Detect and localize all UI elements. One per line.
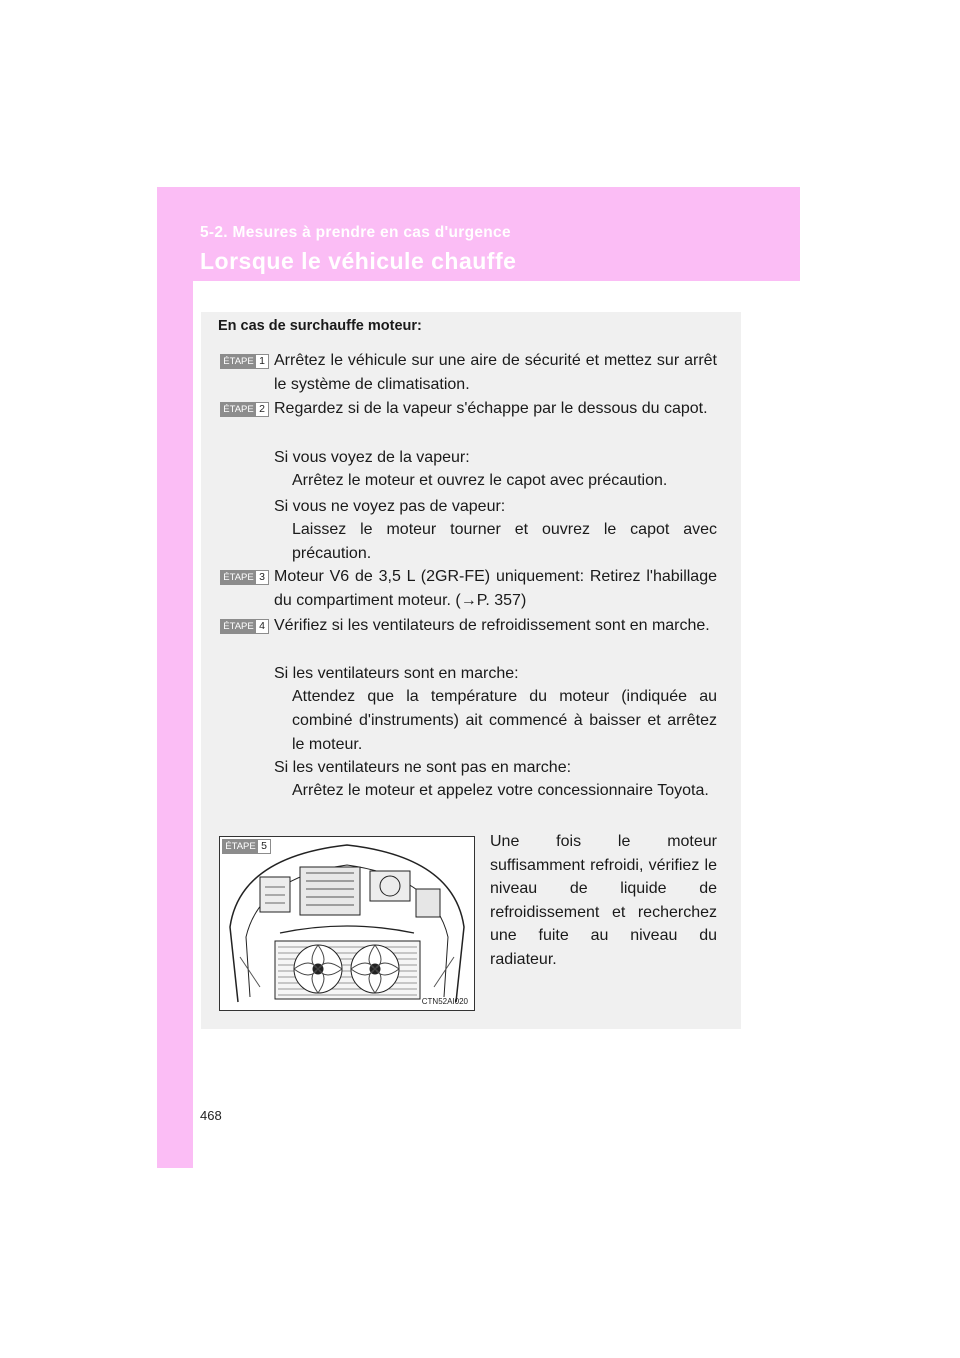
step-label: ÉTAPE bbox=[220, 402, 257, 417]
step-5-text: Une fois le moteur suffisamment refroidi, vérifiez le niveau de liquide de refroidissement et recherchez une fuite au niveau du radiateur. bbox=[490, 833, 717, 968]
step-badge-4 bbox=[220, 619, 270, 634]
step-number: 1 bbox=[256, 354, 269, 369]
step-2-case-1-action: Arrêtez le moteur et ouvrez le capot avec précaution. bbox=[292, 472, 668, 489]
step-label: ÉTAPE bbox=[222, 839, 259, 854]
step-number: 5 bbox=[258, 839, 271, 854]
illustration-code: CTN52AI020 bbox=[421, 997, 468, 1006]
step-4-case-2-condition: Si les ventilateurs ne sont pas en marche: bbox=[274, 759, 572, 776]
step-2-case-2-action: Laissez le moteur tourner et ouvrez le capot avec précaution. bbox=[292, 521, 717, 562]
intro-heading: En cas de surchauffe moteur: bbox=[218, 318, 422, 334]
step-badge-3 bbox=[220, 570, 270, 585]
step-4-case-1-action: Attendez que la température du moteur (indiquée au combiné d'instruments) ait commencé à baisser et arrêtez le moteur. bbox=[292, 688, 717, 753]
step-2-case-2-condition: Si vous ne voyez pas de vapeur: bbox=[274, 498, 506, 515]
page-title: Lorsque le véhicule chauffe bbox=[200, 248, 517, 274]
step-1-text: Arrêtez le véhicule sur une aire de sécurité et mettez sur arrêt le système de climatisation. bbox=[274, 352, 717, 393]
step-3-text: Moteur V6 de 3,5 L (2GR-FE) uniquement: Retirez l'habillage du compartiment moteur. (→P. 357) bbox=[274, 568, 717, 609]
step-4-case-2-action: Arrêtez le moteur et appelez votre concessionnaire Toyota. bbox=[292, 782, 709, 799]
engine-illustration-icon bbox=[220, 837, 474, 1010]
step-label: ÉTAPE bbox=[220, 570, 257, 585]
step-number: 3 bbox=[256, 570, 269, 585]
step-label: ÉTAPE bbox=[220, 619, 257, 634]
section-heading: 5-2. Mesures à prendre en cas d'urgence bbox=[200, 224, 511, 241]
step-2-case-1-condition: Si vous voyez de la vapeur: bbox=[274, 449, 470, 466]
step-badge-2 bbox=[220, 402, 270, 417]
page-number: 468 bbox=[200, 1108, 222, 1123]
step-badge-1 bbox=[220, 354, 270, 369]
step-label: ÉTAPE bbox=[220, 354, 257, 369]
side-tab bbox=[157, 187, 193, 1168]
step-4-text: Vérifiez si les ventilateurs de refroidissement sont en marche. bbox=[274, 617, 710, 634]
step-number: 2 bbox=[256, 402, 269, 417]
step-2-text: Regardez si de la vapeur s'échappe par le dessous du capot. bbox=[274, 400, 708, 417]
step-badge-5 bbox=[222, 839, 272, 854]
engine-compartment-illustration bbox=[219, 836, 475, 1011]
chapter-header bbox=[157, 187, 800, 281]
step-4-case-1-condition: Si les ventilateurs sont en marche: bbox=[274, 665, 519, 682]
step-number: 4 bbox=[256, 619, 269, 634]
